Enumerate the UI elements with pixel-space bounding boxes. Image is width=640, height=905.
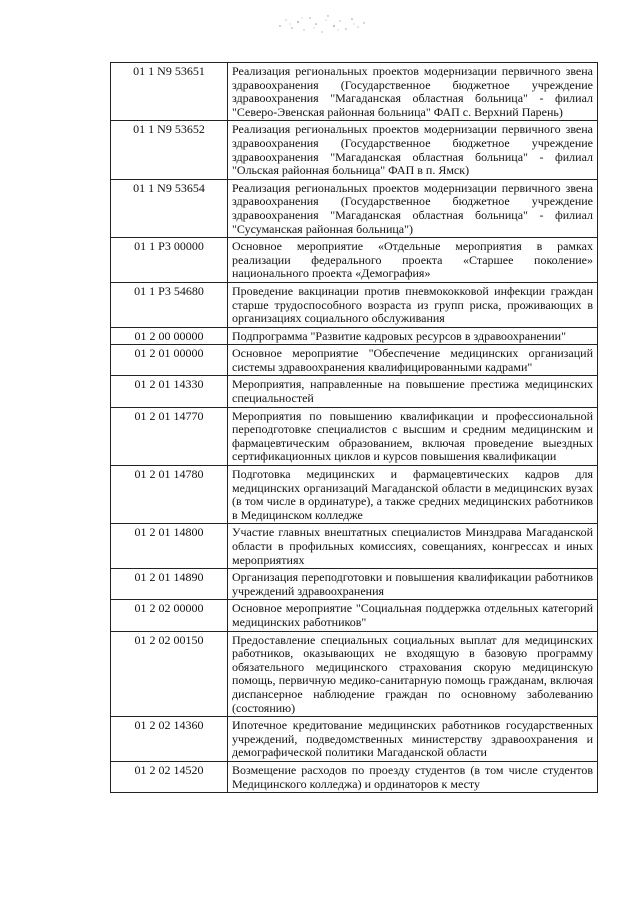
row-code: 01 2 02 14360 <box>111 717 228 762</box>
row-description: Основное мероприятие "Социальная поддержка отдельных категорий медицинских работников" <box>228 600 598 631</box>
row-code: 01 2 01 14800 <box>111 524 228 569</box>
row-description: Основное мероприятие «Отдельные мероприятия в рамках реализации федерального проекта «Старшее поколение» национального проекта «Демография» <box>228 238 598 283</box>
row-description: Реализация региональных проектов модернизации первичного звена здравоохранения (Государственное бюджетное учреждение здравоохранения "Магаданская областная больница" - филиал "Ольская районная больница" ФАП в п. Ямск) <box>228 121 598 179</box>
table-row <box>111 345 598 376</box>
table-row <box>111 524 598 569</box>
table-row <box>111 121 598 179</box>
row-code: 01 2 02 00150 <box>111 631 228 717</box>
table-row <box>111 179 598 237</box>
budget-classification-table <box>110 62 598 793</box>
table-row <box>111 569 598 600</box>
table-row <box>111 327 598 345</box>
row-code: 01 2 01 14330 <box>111 376 228 407</box>
table-row <box>111 600 598 631</box>
table-body <box>111 63 598 793</box>
row-code: 01 1 N9 53652 <box>111 121 228 179</box>
row-description: Ипотечное кредитование медицинских работников государственных учреждений, подведомственных министерству здравоохранения и демографической политики Магаданской области <box>228 717 598 762</box>
row-description: Основное мероприятие "Обеспечение медицинских организаций системы здравоохранения квалифицированными кадрами" <box>228 345 598 376</box>
table-row <box>111 631 598 717</box>
row-code: 01 2 01 14770 <box>111 407 228 465</box>
row-code: 01 2 01 14890 <box>111 569 228 600</box>
row-description: Возмещение расходов по проезду студентов (в том числе студентов Медицинского колледжа) и ординаторов к месту <box>228 761 598 792</box>
row-code: 01 2 01 00000 <box>111 345 228 376</box>
row-description: Предоставление специальных социальных выплат для медицинских работников, оказывающих не входящую в базовую программу обязательного медицинского страхования скорую медицинскую помощь, первичную медико-санитарную помощь гражданам, включая диспансерное наблюдение граждан по основному заболеванию (состоянию) <box>228 631 598 717</box>
table-row <box>111 238 598 283</box>
row-code: 01 1 P3 54680 <box>111 282 228 327</box>
table-row <box>111 282 598 327</box>
row-code: 01 2 02 00000 <box>111 600 228 631</box>
table-row <box>111 376 598 407</box>
row-description: Реализация региональных проектов модернизации первичного звена здравоохранения (Государственное бюджетное учреждение здравоохранения "Магаданская областная больница" - филиал "Северо-Эвенская районная больница" ФАП с. Верхний Парень) <box>228 63 598 121</box>
row-description: Подпрограмма "Развитие кадровых ресурсов в здравоохранении" <box>228 327 598 345</box>
row-code: 01 1 N9 53654 <box>111 179 228 237</box>
row-description: Мероприятия по повышению квалификации и профессиональной переподготовке специалистов с высшим и средним медицинским и фармацевтическим образованием, включая проведение выездных сертификационных циклов и курсов повышения квалификации <box>228 407 598 465</box>
table-row <box>111 466 598 524</box>
row-description: Проведение вакцинации против пневмококковой инфекции граждан старше трудоспособного возраста из групп риска, проживающих в организациях социального обслуживания <box>228 282 598 327</box>
row-description: Организация переподготовки и повышения квалификации работников учреждений здравоохранения <box>228 569 598 600</box>
row-code: 01 2 02 14520 <box>111 761 228 792</box>
table-row <box>111 717 598 762</box>
row-code: 01 1 N9 53651 <box>111 63 228 121</box>
table-row <box>111 63 598 121</box>
row-description: Подготовка медицинских и фармацевтических кадров для медицинских организаций Магаданской области в медицинских вузах (в том числе в ординатуре), а также средних медицинских работников в Медицинском колледже <box>228 466 598 524</box>
row-description: Участие главных внештатных специалистов Минздрава Магаданской области в профильных комиссиях, совещаниях, конгрессах и иных мероприятиях <box>228 524 598 569</box>
row-code: 01 2 01 14780 <box>111 466 228 524</box>
row-code: 01 2 00 00000 <box>111 327 228 345</box>
table-row <box>111 407 598 465</box>
table-row <box>111 761 598 792</box>
row-description: Реализация региональных проектов модернизации первичного звена здравоохранения (Государственное бюджетное учреждение здравоохранения "Магаданская областная больница" - филиал "Сусуманская районная больница") <box>228 179 598 237</box>
row-code: 01 1 P3 00000 <box>111 238 228 283</box>
row-description: Мероприятия, направленные на повышение престижа медицинских специальностей <box>228 376 598 407</box>
